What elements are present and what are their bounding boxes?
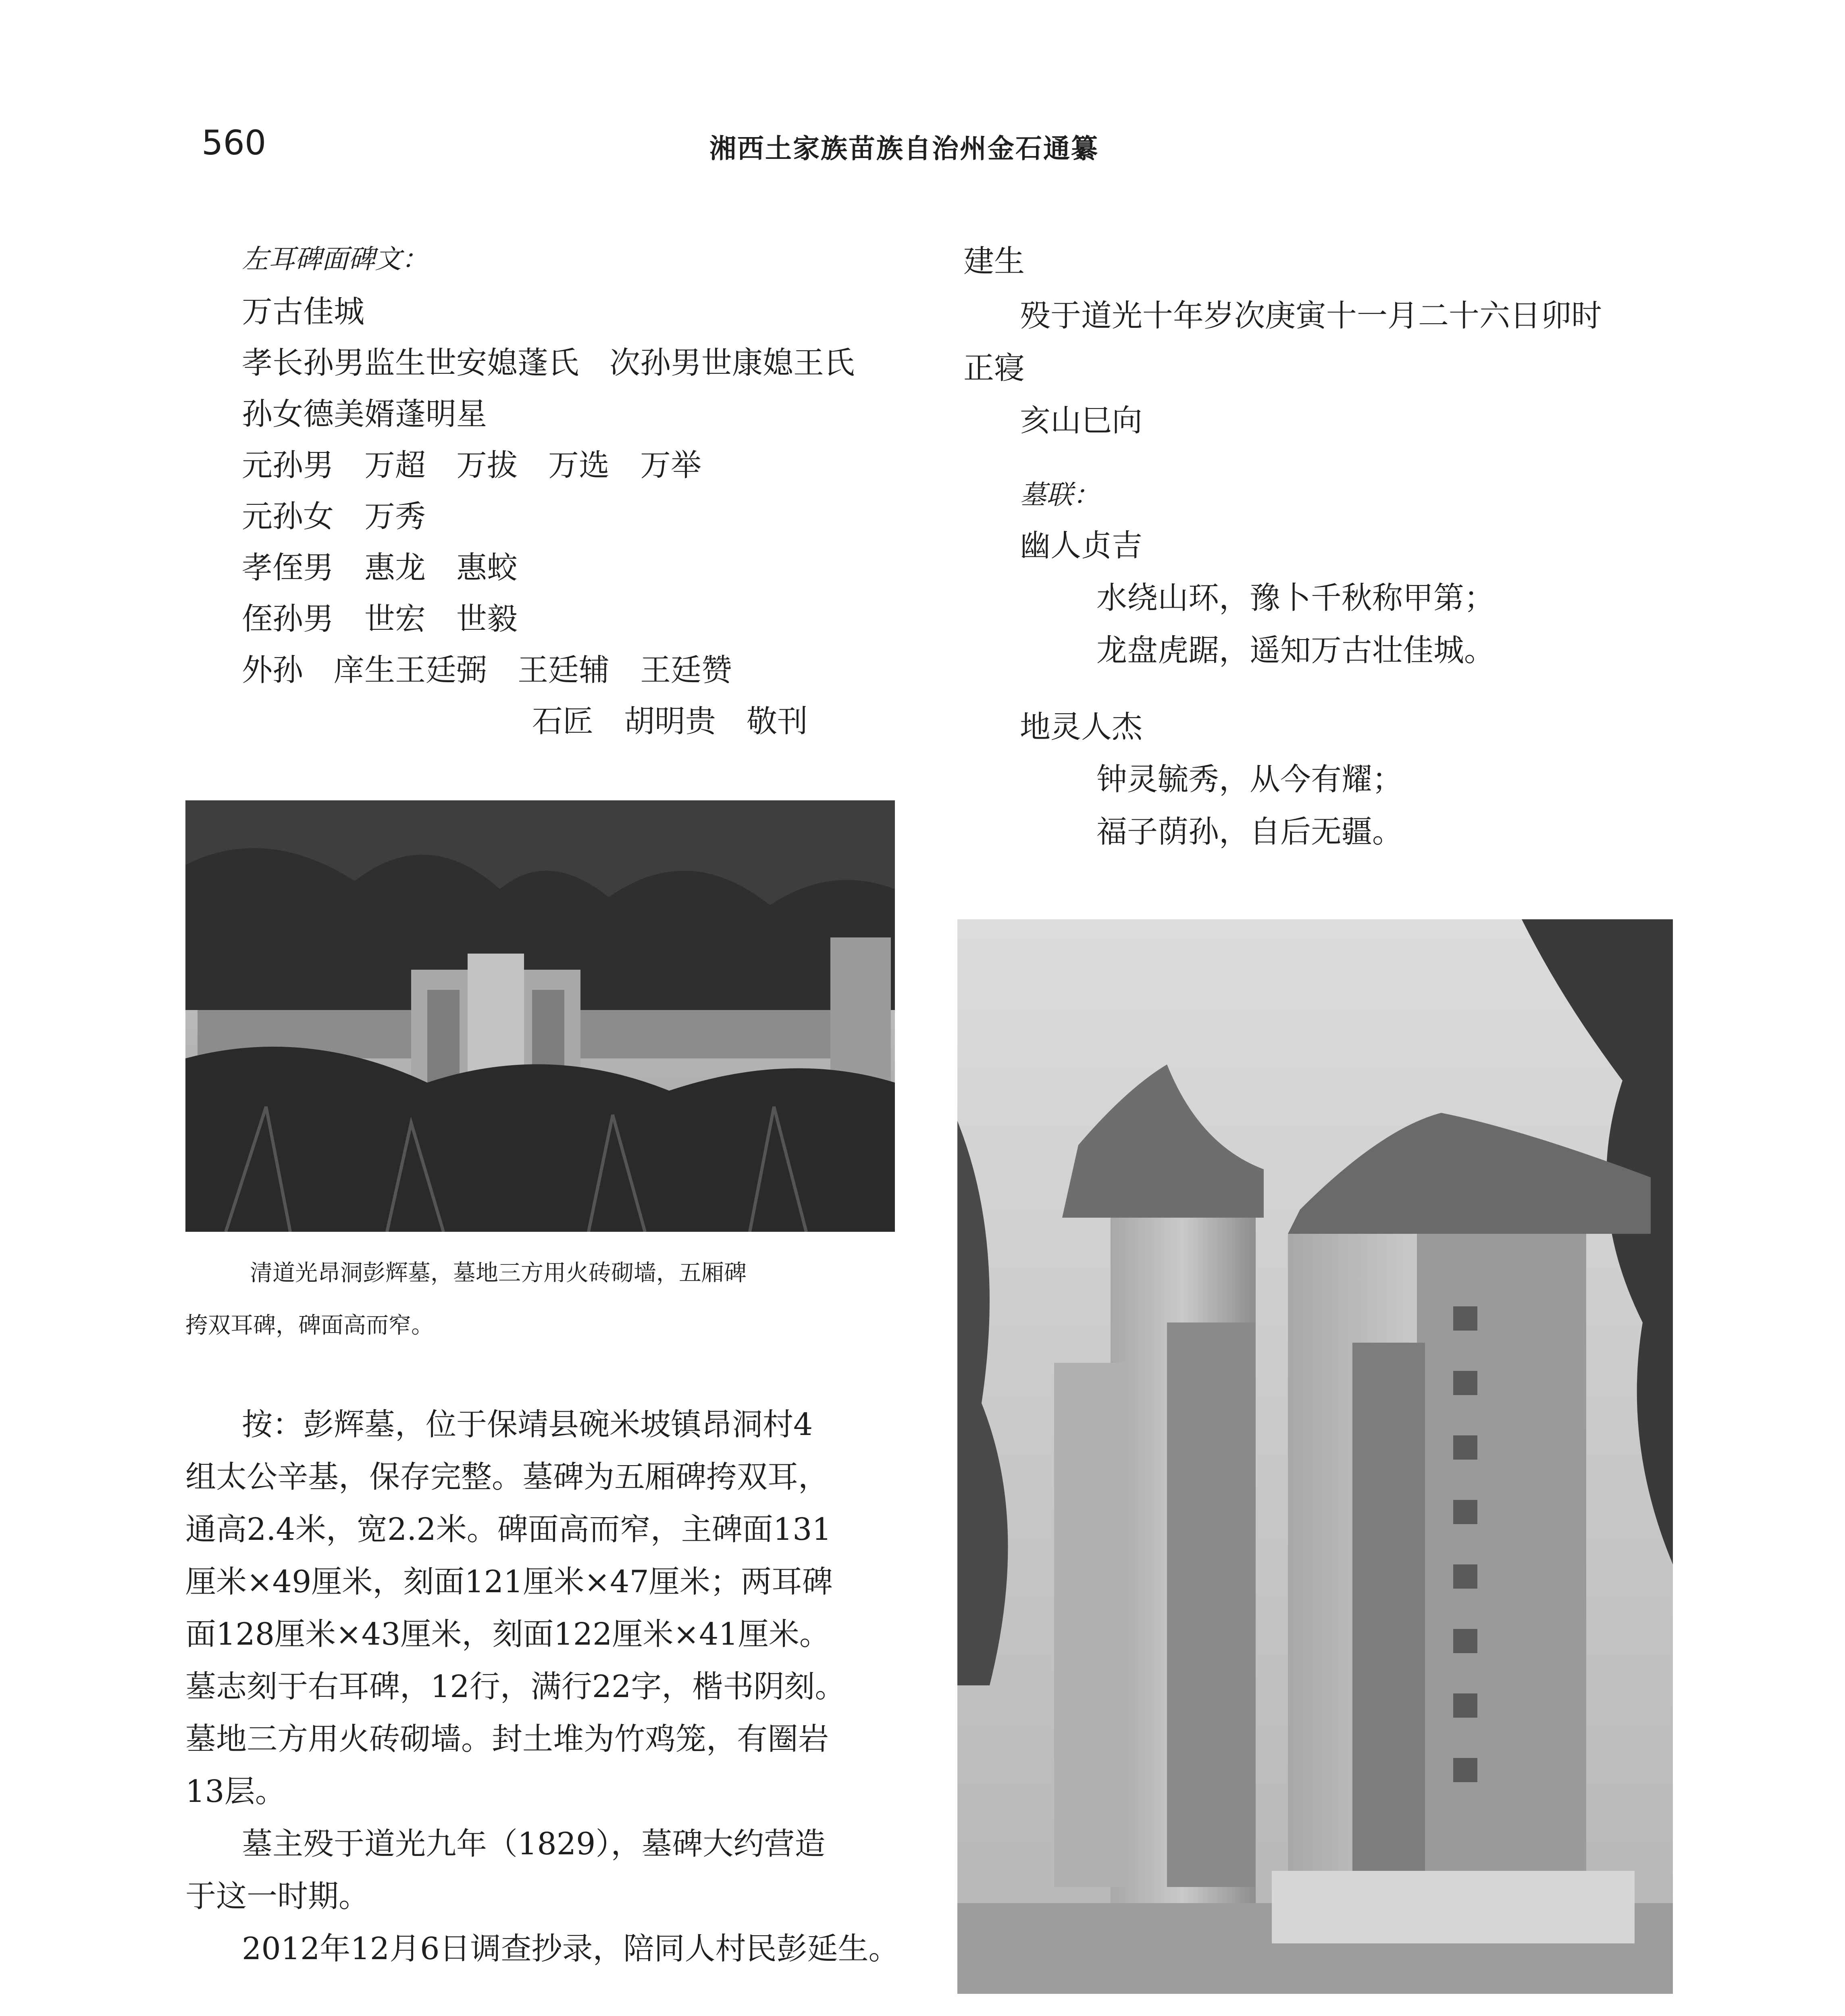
text-line: 亥山巳向 xyxy=(1020,402,1142,438)
note-line: 面128厘米×43厘米，刻面122厘米×41厘米。 xyxy=(185,1616,830,1652)
note-line: 组太公辛基，保存完整。墓碑为五厢碑挎双耳， xyxy=(185,1459,829,1495)
text-line: 侄孙男 世宏 世毅 xyxy=(242,601,518,637)
note-line: 2012年12月6日调查抄录，陪同人村民彭延生。 xyxy=(242,1931,899,1966)
couplet-head: 地灵人杰 xyxy=(1020,709,1142,745)
text-line: 建生 xyxy=(963,243,1025,279)
tomb-photo-jia-peng xyxy=(957,919,1673,1994)
text-line: 万古佳城 xyxy=(242,294,364,329)
text-line: 孝长孙男监生世安媳蓬氏 次孙男世康媳王氏 xyxy=(242,345,855,381)
text-line: 殁于道光十年岁次庚寅十一月二十六日卯时 xyxy=(1020,298,1602,333)
stonemason-line: 石匠 胡明贵 敬刊 xyxy=(532,703,808,739)
couplet-line: 龙盘虎踞，遥知万古壮佳城。 xyxy=(1096,632,1495,668)
text-line: 孙女德美婿蓬明星 xyxy=(242,396,487,432)
note-line: 墓主殁于道光九年（1829），墓碑大约营造 xyxy=(242,1826,826,1862)
note-line: 通高2.4米，宽2.2米。碑面高而窄，主碑面131 xyxy=(185,1511,832,1547)
couplet-line: 钟灵毓秀，从今有耀； xyxy=(1096,761,1403,797)
text-line: 正寝 xyxy=(963,350,1025,386)
photo1-caption: 挎双耳碑，碑面高而窄。 xyxy=(185,1312,434,1339)
couplet-head: 幽人贞吉 xyxy=(1020,527,1142,563)
note-line: 13层。 xyxy=(185,1773,286,1809)
couplet-line: 水绕山环，豫卜千秋称甲第； xyxy=(1096,580,1495,616)
couplet-label: 墓联： xyxy=(1020,479,1100,510)
text-line: 外孙 庠生王廷弼 王廷辅 王廷赞 xyxy=(242,652,732,688)
text-line: 元孙男 万超 万拔 万选 万举 xyxy=(242,447,701,483)
couplet-line: 福子荫孙，自后无疆。 xyxy=(1096,814,1403,850)
tomb-photo-peng-hui xyxy=(185,800,895,1232)
note-line: 于这一时期。 xyxy=(185,1878,369,1914)
photo1-caption: 清道光昂洞彭辉墓，墓地三方用火砖砌墙，五厢碑 xyxy=(250,1260,747,1286)
note-line: 墓地三方用火砖砌墙。封土堆为竹鸡笼，有圈岩 xyxy=(185,1721,829,1757)
text-line: 孝侄男 惠龙 惠蛟 xyxy=(242,550,518,585)
left-ear-label: 左耳碑面碑文： xyxy=(242,244,428,275)
note-line: 墓志刻于右耳碑，12行，满行22字，楷书阴刻。 xyxy=(185,1668,846,1704)
book-title: 湘西土家族苗族自治州金石通纂 xyxy=(709,133,1099,164)
text-line: 元孙女 万秀 xyxy=(242,498,426,534)
note-line: 按：彭辉墓，位于保靖县碗米坡镇昂洞村4 xyxy=(242,1406,813,1442)
note-line: 厘米×49厘米，刻面121厘米×47厘米；两耳碑 xyxy=(185,1564,833,1599)
page-number: 560 xyxy=(202,123,266,162)
